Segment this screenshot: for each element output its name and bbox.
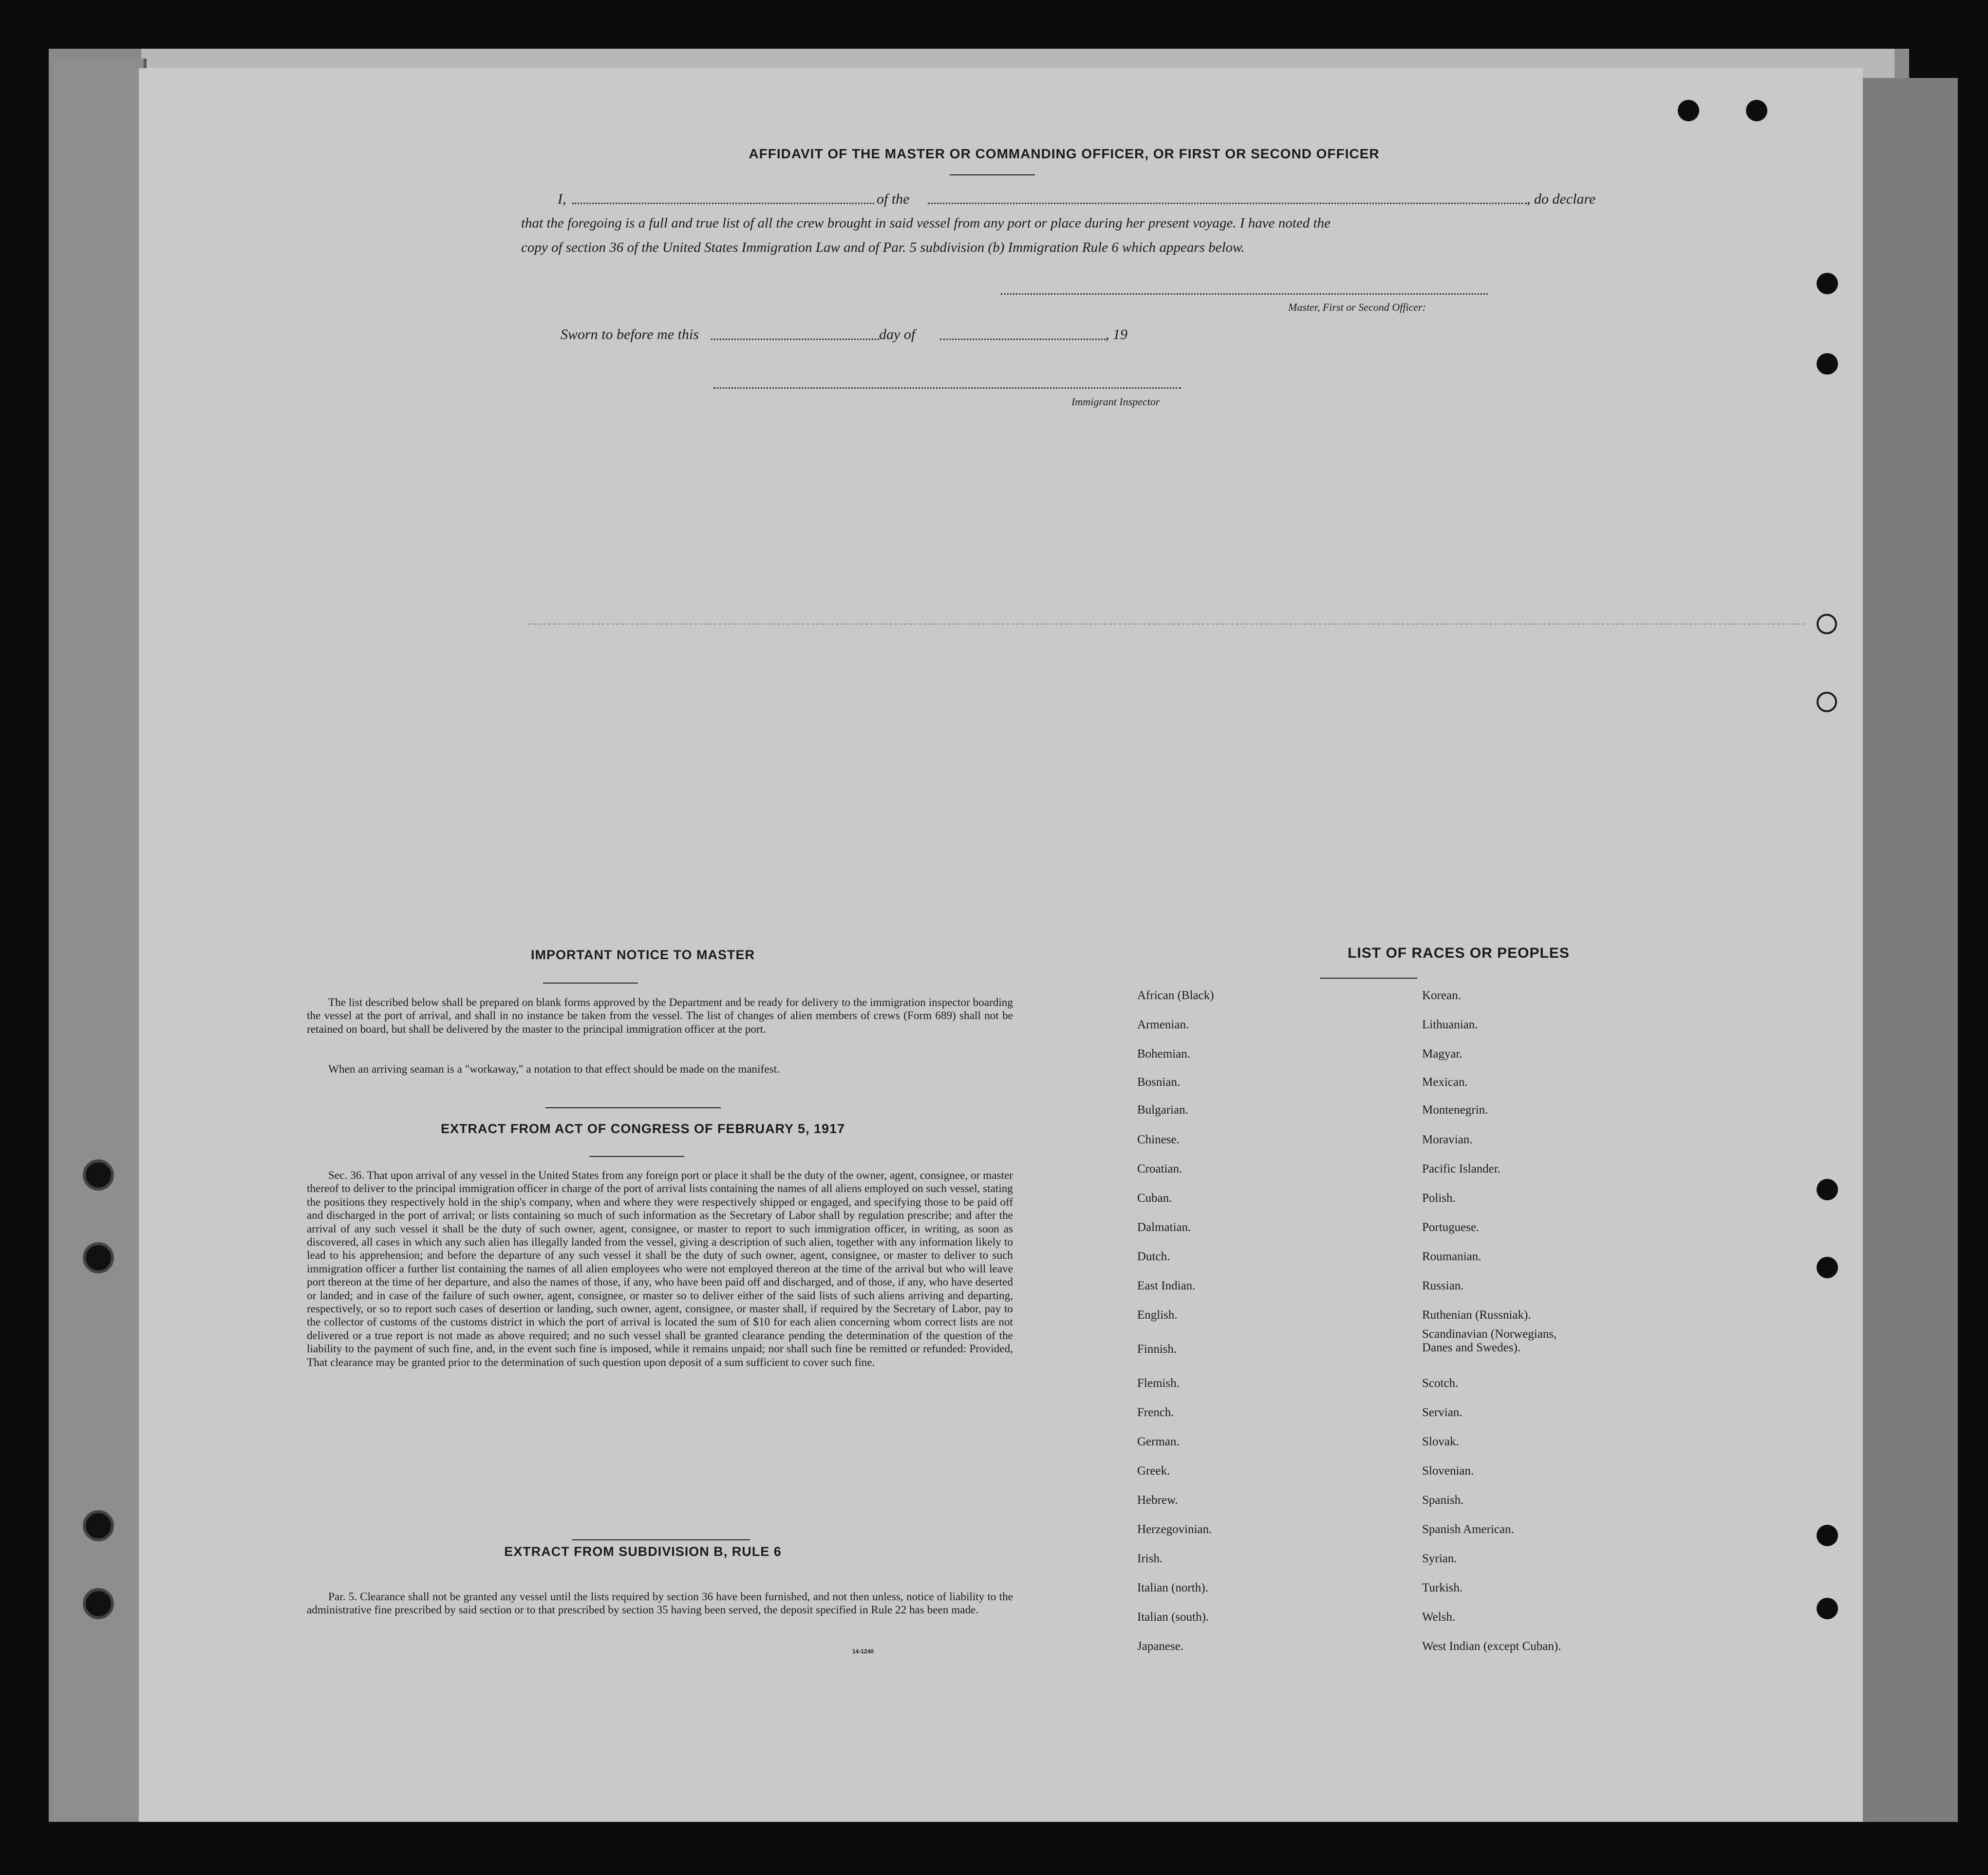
- race-item: Scandinavian (Norwegians, Danes and Swedes).: [1422, 1327, 1557, 1354]
- race-item: Scotch.: [1422, 1377, 1459, 1390]
- act-underline: [589, 1156, 684, 1157]
- race-item: Slovenian.: [1422, 1464, 1474, 1477]
- race-item: German.: [1137, 1435, 1180, 1448]
- race-item: Cuban.: [1137, 1192, 1172, 1205]
- sworn-prefix: Sworn to before me this: [561, 326, 699, 342]
- race-item: Bosnian.: [1137, 1076, 1181, 1089]
- affidavit-title: AFFIDAVIT OF THE MASTER OR COMMANDING OFFICER, OR FIRST OR SECOND OFFICER: [749, 146, 1380, 161]
- inspector-label: Immigrant Inspector: [1071, 396, 1160, 408]
- race-item: Russian.: [1422, 1279, 1464, 1292]
- faint-bleed-line: [528, 624, 1804, 625]
- notice-title: IMPORTANT NOTICE TO MASTER: [531, 947, 755, 962]
- section-divider: [572, 1539, 750, 1540]
- race-item: West Indian (except Cuban).: [1422, 1640, 1561, 1653]
- punch-hole: [1817, 1179, 1838, 1200]
- binder-hole: [83, 1159, 114, 1191]
- race-item: Italian (north).: [1137, 1581, 1208, 1594]
- master-label: Master, First or Second Officer:: [1288, 301, 1426, 313]
- binder-hole: [83, 1510, 114, 1541]
- notice-paragraph-1: The list described below shall be prepared on blank forms approved by the Department and be ready for delivery to the immigration inspector boarding the vessel at the port of arrival, and shall in no instance be taken from the vessel. The list of changes of alien members of crews (Form 689) shall not be retained on board, but shall be delivered by the master to the principal immigration officer at the port.: [307, 996, 1013, 1036]
- race-item: Spanish American.: [1422, 1523, 1514, 1536]
- race-item: Armenian.: [1137, 1018, 1189, 1031]
- name-blank: [572, 203, 874, 204]
- act-extract-title: EXTRACT FROM ACT OF CONGRESS OF FEBRUARY 5, 1917: [440, 1121, 845, 1136]
- race-item: Hebrew.: [1137, 1494, 1178, 1507]
- race-item: Slovak.: [1422, 1435, 1459, 1448]
- title-underline: [950, 174, 1035, 175]
- race-item: Mexican.: [1422, 1076, 1468, 1089]
- punch-ring: [1817, 692, 1837, 712]
- race-item: East Indian.: [1137, 1279, 1196, 1292]
- rule-extract-text: Par. 5. Clearance shall not be granted any vessel until the lists required by section 36 have been furnished, and not then unless, notice of liability to the administrative fine prescribed by said section or to that prescribed by section 35 having been served, the deposit specified in Rule 22 has been made.: [307, 1591, 1013, 1617]
- section-divider: [545, 1107, 721, 1108]
- affidavit-do-declare: , do declare: [1527, 191, 1596, 207]
- affidavit-line3: copy of section 36 of the United States Immigration Law and of Par. 5 subdivision (b) Immigration Rule 6 which appears below.: [521, 240, 1245, 255]
- race-item: Welsh.: [1422, 1610, 1456, 1624]
- document-page: [139, 68, 1863, 1822]
- race-item: Chinese.: [1137, 1133, 1180, 1146]
- affidavit-line2: that the foregoing is a full and true list of all the crew brought in said vessel from any port or place during her present voyage. I have noted the: [521, 215, 1331, 231]
- race-item: Servian.: [1422, 1406, 1463, 1419]
- punch-hole: [1746, 100, 1767, 121]
- punch-hole: [1817, 1525, 1838, 1546]
- punch-hole: [1678, 100, 1699, 121]
- race-item: Roumanian.: [1422, 1250, 1482, 1263]
- binder-hole: [83, 1242, 114, 1273]
- race-item: Bohemian.: [1137, 1047, 1191, 1061]
- race-item: Herzegovinian.: [1137, 1523, 1212, 1536]
- punch-hole: [1817, 273, 1838, 294]
- binder-strip: [54, 58, 147, 1817]
- race-item: Portuguese.: [1422, 1221, 1480, 1234]
- sworn-month-blank: [940, 339, 1106, 340]
- race-item: English.: [1137, 1308, 1178, 1322]
- race-item: Dalmatian.: [1137, 1221, 1191, 1234]
- race-item: Ruthenian (Russniak).: [1422, 1308, 1531, 1322]
- vessel-blank: [928, 203, 1527, 204]
- punch-hole: [1817, 1257, 1838, 1278]
- form-number: 14-1240: [852, 1648, 874, 1655]
- race-item: Bulgarian.: [1137, 1103, 1188, 1117]
- master-signature-blank: [1001, 293, 1488, 295]
- race-item: Flemish.: [1137, 1377, 1180, 1390]
- race-item: Magyar.: [1422, 1047, 1463, 1061]
- act-extract-text: Sec. 36. That upon arrival of any vessel in the United States from any foreign port or place it shall be the duty of the owner, agent, consignee, or master thereof to deliver to the principal immigration officer in charge of the port of arrival lists containing the names of all aliens employed on such vessel, stating the positions they respectively hold in the ship's company, when and where they were respectively shipped or engaged, and specifying those to be paid off and discharged in the port of arrival; or lists containing so much of such information as the Secretary of Labor shall by regulation prescribe; and after the arrival of any such vessel it shall be the duty of such owner, agent, consignee, or master to report to such immigration officer, in writing, as soon as discovered, all cases in which any such alien has illegally landed from the vessel, giving a description of such alien, together with any information likely to lead to his apprehension; and before the departure of any such vessel it shall be the duty of such owner, agent, consignee, or master to deliver to such immigration officer a further list containing the names of all alien employees who were not employed thereon at the time of the arrival but who will leave port thereon at the time of her departure, and also the names of those, if any, who have been paid off and discharged, and of those, if any, who have deserted or landed; and in case of the failure of such owner, agent, consignee, or master so to deliver either of the said lists of such aliens arriving and departing, respectively, or so to report such cases of desertion or landing, such owner, agent, consignee, or master shall, if required by the Secretary of Labor, pay to the collector of customs of the customs district in which the port of arrival is located the sum of $10 for each alien concerning whom correct lists are not delivered or a true report is not made as above required; and no such vessel shall be granted clearance pending the determination of the question of the liability to the payment of such fine, and, in the event such fine is imposed, while it remains unpaid; nor shall such fine be remitted or refunded: Provided, That clearance may be granted prior to the determination of such question upon deposit of a sum sufficient to cover such fine.: [307, 1169, 1013, 1369]
- race-item: Finnish.: [1137, 1343, 1177, 1356]
- races-title: LIST OF RACES OR PEOPLES: [1348, 945, 1570, 961]
- sworn-day-of: day of: [879, 326, 916, 342]
- race-item: Italian (south).: [1137, 1610, 1209, 1624]
- race-item: Moravian.: [1422, 1133, 1473, 1146]
- punch-hole: [1817, 353, 1838, 375]
- background-sheet-edge: [1851, 78, 1958, 1822]
- affidavit-i: I,: [558, 191, 566, 207]
- race-item: Pacific Islander.: [1422, 1162, 1501, 1175]
- inspector-signature-blank: [713, 387, 1181, 389]
- race-item: Syrian.: [1422, 1552, 1457, 1565]
- sworn-year: , 19: [1106, 326, 1127, 342]
- sworn-day-blank: [711, 339, 879, 340]
- race-item: Lithuanian.: [1422, 1018, 1478, 1031]
- race-item: French.: [1137, 1406, 1174, 1419]
- race-item: Japanese.: [1137, 1640, 1184, 1653]
- races-underline: [1320, 978, 1417, 979]
- affidavit-of-the: of the: [877, 191, 910, 207]
- notice-underline: [543, 983, 638, 984]
- race-item: Korean.: [1422, 989, 1461, 1002]
- race-item: Greek.: [1137, 1464, 1170, 1477]
- race-item: Turkish.: [1422, 1581, 1463, 1594]
- binder-hole: [83, 1588, 114, 1619]
- race-item: Irish.: [1137, 1552, 1163, 1565]
- rule-extract-title: EXTRACT FROM SUBDIVISION B, RULE 6: [504, 1544, 782, 1559]
- race-item: Polish.: [1422, 1192, 1456, 1205]
- notice-paragraph-2: When an arriving seaman is a "workaway," a notation to that effect should be made on the manifest.: [328, 1063, 780, 1076]
- race-item: African (Black): [1137, 989, 1214, 1002]
- race-item: Dutch.: [1137, 1250, 1170, 1263]
- race-item: Spanish.: [1422, 1494, 1464, 1507]
- race-item: Croatian.: [1137, 1162, 1182, 1175]
- punch-ring: [1817, 614, 1837, 634]
- race-item: Montenegrin.: [1422, 1103, 1488, 1117]
- punch-hole: [1817, 1598, 1838, 1619]
